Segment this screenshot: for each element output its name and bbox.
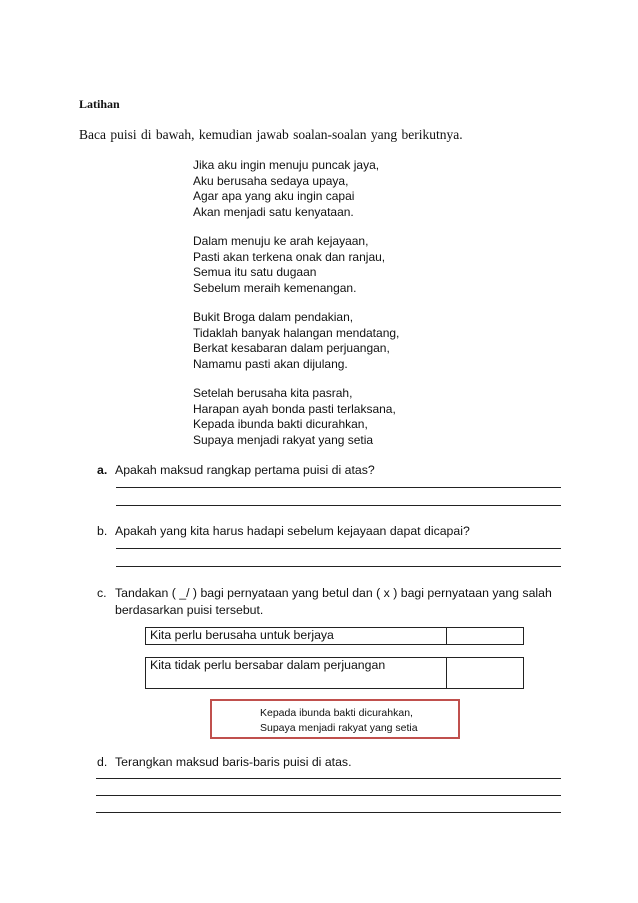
question-text: berdasarkan puisi tersebut. [115,603,264,617]
poem-line: Jika aku ingin menuju puncak jaya, [193,158,380,172]
question-label: c. [97,586,107,600]
poem-line: Harapan ayah bonda pasti terlaksana, [193,401,396,416]
question-text: Apakah yang kita harus hadapi sebelum kejayaan dapat dicapai? [115,524,470,538]
poem-stanza-2 [193,234,385,296]
exercise-title: Latihan [79,97,120,111]
mark-cell[interactable] [447,658,524,689]
answer-line[interactable] [96,795,561,796]
poem-line: Agar apa yang aku ingin capai [193,189,355,203]
statement-table-1 [145,627,524,645]
instruction-text: Baca puisi di bawah, kemudian jawab soalan-soalan yang berikutnya. [79,127,463,142]
answer-line[interactable] [116,487,561,488]
poem-line: Berkat kesabaran dalam perjuangan, [193,341,390,355]
answer-line[interactable] [116,505,561,506]
poem-line: Sebelum meraih kemenangan. [193,280,357,295]
mark-cell[interactable] [447,628,524,645]
poem-line: Semua itu satu dugaan [193,265,317,279]
poem-stanza-1 [193,158,379,220]
statement-table-2 [145,657,524,689]
poem-line: Dalam menuju ke arah kejayaan, [193,234,369,248]
question-label: a. [97,463,108,477]
statement-text: Kita perlu berusaha untuk berjaya [146,628,447,645]
quoted-line: Supaya menjadi rakyat yang setia [260,722,418,734]
poem-line: Akan menjadi satu kenyataan. [193,204,354,219]
poem-stanza-4 [193,386,396,448]
answer-line[interactable] [116,548,561,549]
answer-line[interactable] [116,566,561,567]
poem-line: Supaya menjadi rakyat yang setia [193,432,374,447]
statement-text: Kita tidak perlu bersabar dalam perjuangan [146,658,447,689]
poem-stanza-3 [193,310,399,372]
question-label: d. [97,755,108,769]
question-text: Tandakan ( _/ ) bagi pernyataan yang betul dan ( x ) bagi pernyataan yang salah [115,586,552,600]
poem-line: Setelah berusaha kita pasrah, [193,386,353,400]
poem-line: Bukit Broga dalam pendakian, [193,310,354,324]
poem-line: Tidaklah banyak halangan mendatang, [193,325,400,340]
quoted-line: Kepada ibunda bakti dicurahkan, [260,707,413,719]
poem-line: Kepada ibunda bakti dicurahkan, [193,417,368,431]
poem-line: Namamu pasti akan dijulang. [193,356,348,371]
question-text: Terangkan maksud baris-baris puisi di atas. [115,755,352,769]
poem-line: Aku berusaha sedaya upaya, [193,173,349,188]
quoted-lines-box [210,699,460,739]
question-label: b. [97,524,108,538]
answer-line[interactable] [96,812,561,813]
question-text: Apakah maksud rangkap pertama puisi di atas? [115,463,375,477]
poem-line: Pasti akan terkena onak dan ranjau, [193,249,386,264]
answer-line[interactable] [96,778,561,779]
